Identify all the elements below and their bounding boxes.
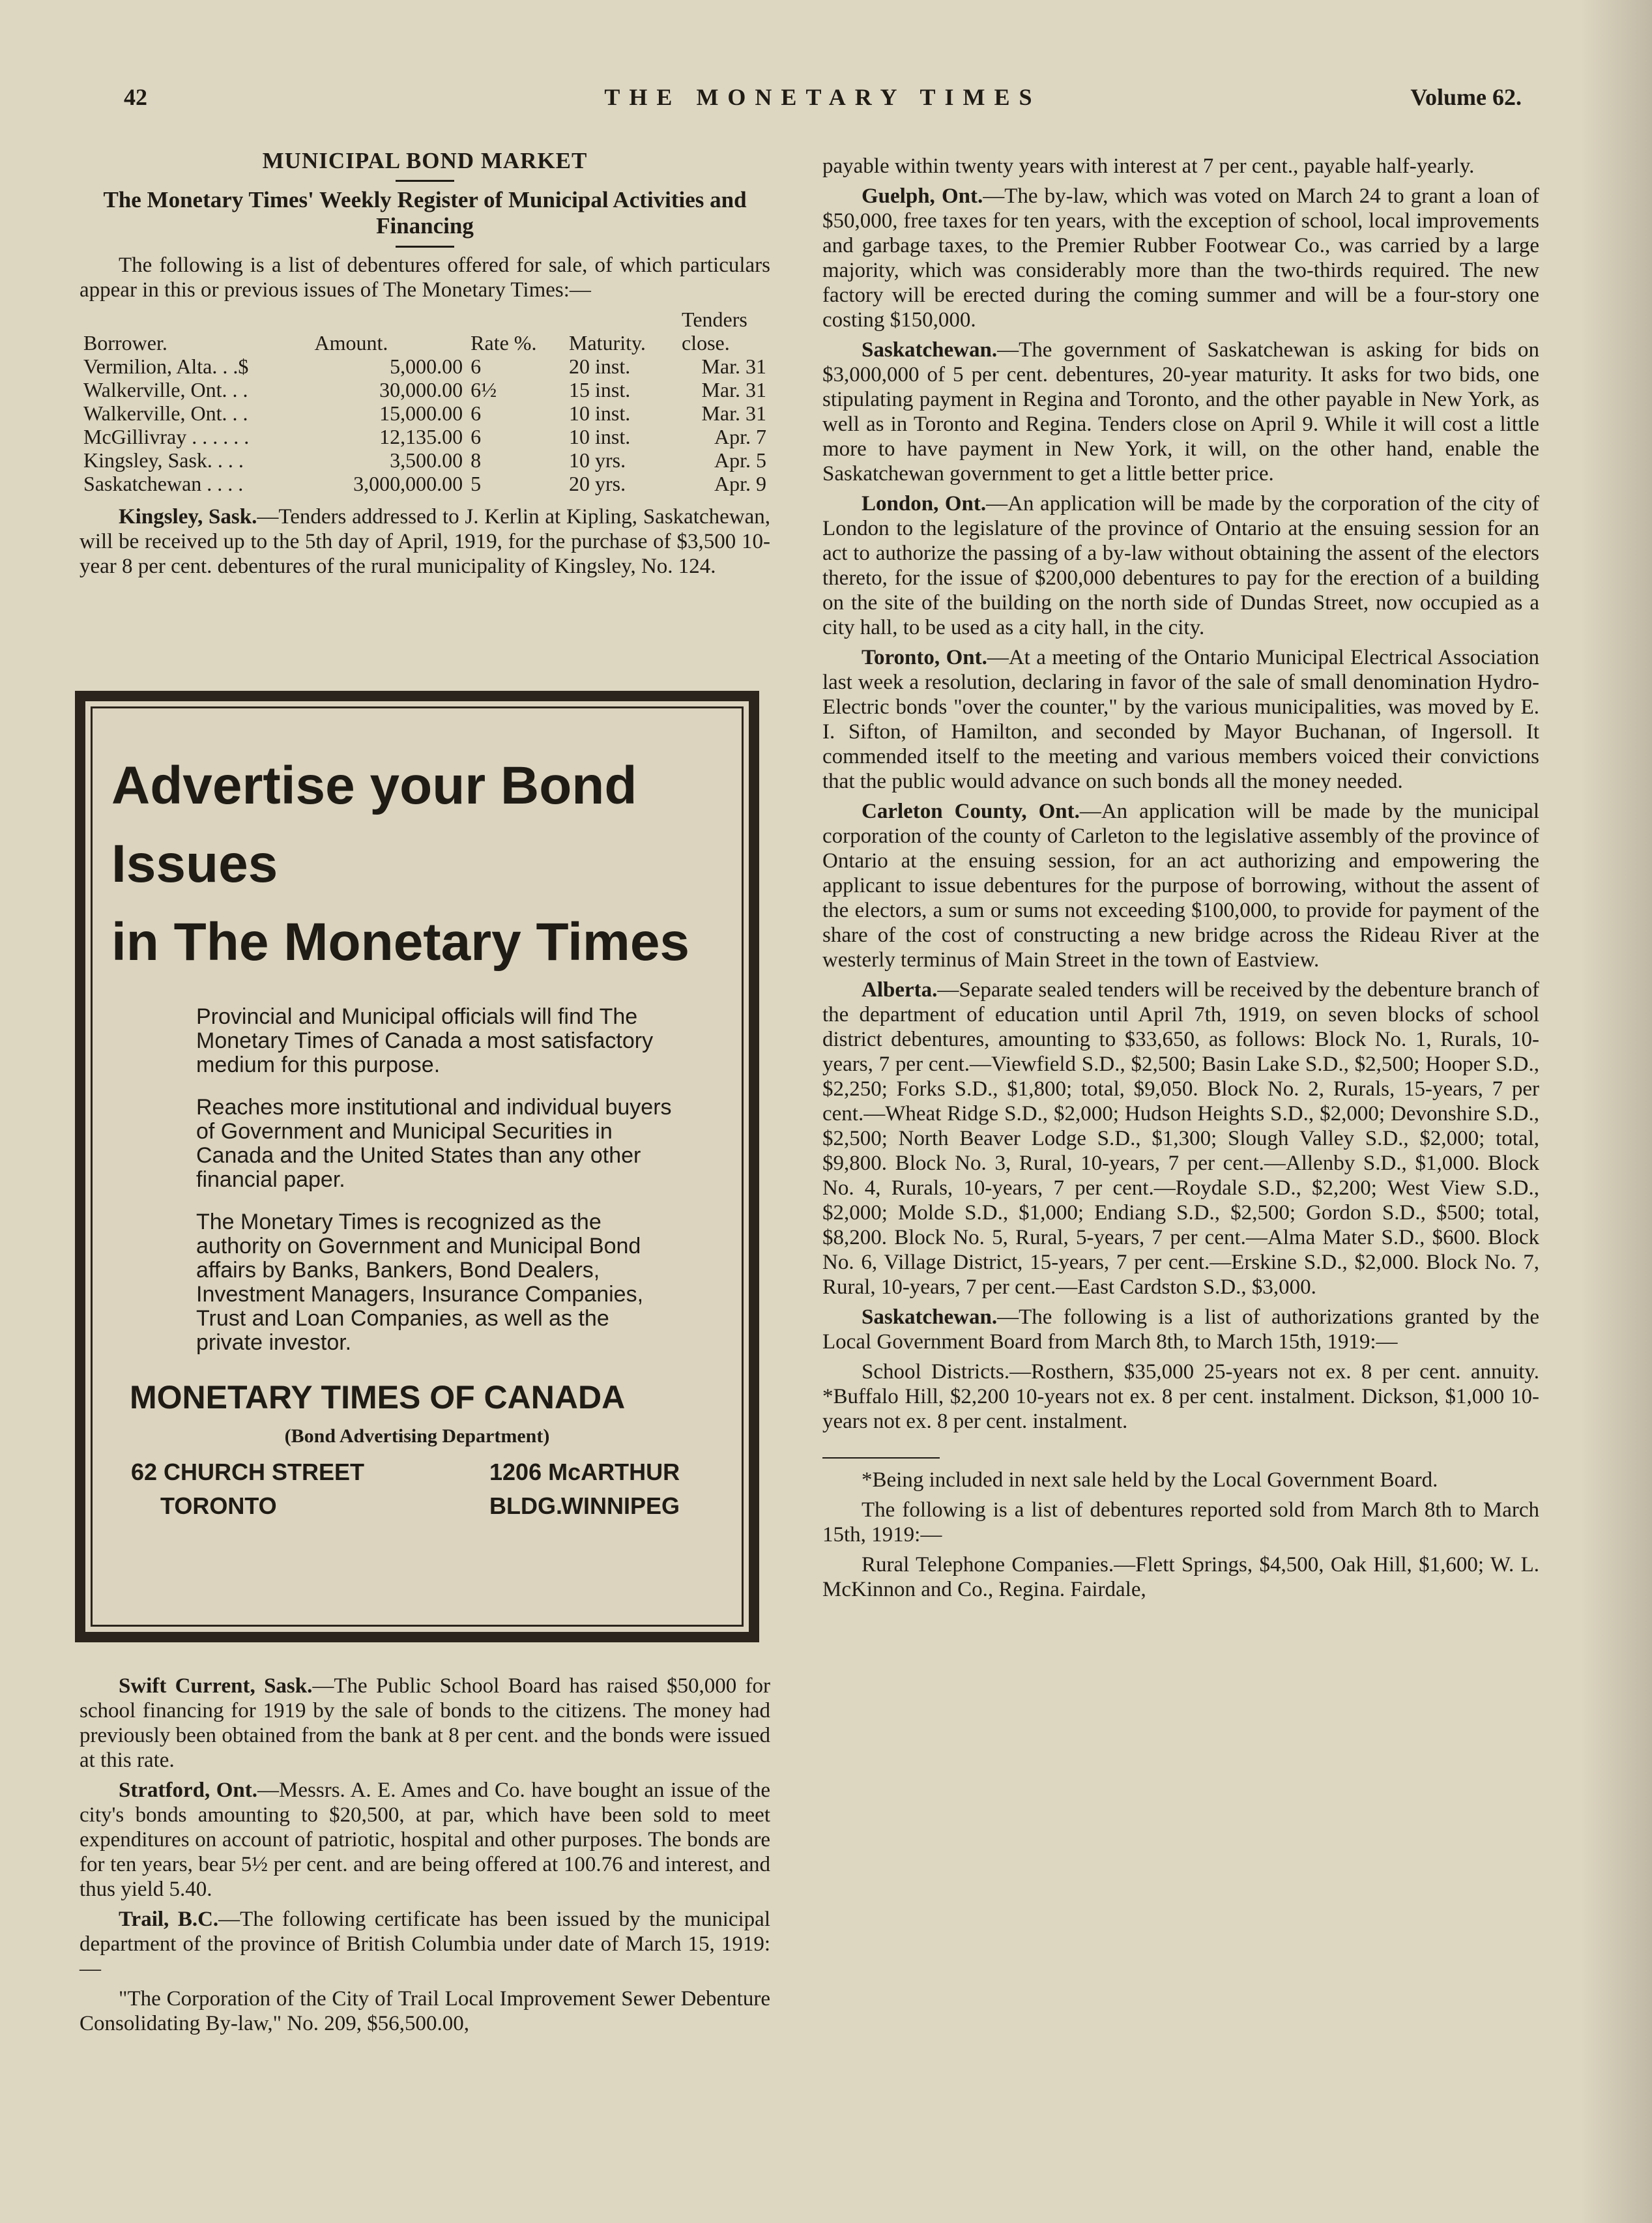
table-row bbox=[80, 378, 770, 401]
col-rate: Rate %. bbox=[471, 331, 537, 355]
cell: McGillivray . . . . . . bbox=[83, 425, 250, 448]
col-maturity: Maturity. bbox=[569, 331, 646, 355]
advertisement-content bbox=[111, 747, 723, 1527]
toronto-paragraph bbox=[822, 645, 1539, 794]
cell: Apr. 9 bbox=[714, 472, 766, 495]
cell: Mar. 31 bbox=[701, 378, 766, 401]
cell: Mar. 31 bbox=[701, 401, 766, 425]
item-lead: Swift Current, Sask. bbox=[119, 1674, 313, 1698]
cell: 20 inst. bbox=[569, 355, 631, 378]
table-row bbox=[80, 355, 770, 378]
cell: Mar. 31 bbox=[701, 355, 766, 378]
cell: 10 yrs. bbox=[569, 448, 626, 472]
ad-city-toronto: TORONTO bbox=[160, 1492, 277, 1519]
cell: 6 bbox=[471, 401, 482, 425]
right-column bbox=[822, 154, 1539, 1607]
cell: Apr. 7 bbox=[714, 425, 766, 448]
cell: Saskatchewan . . . . bbox=[83, 472, 244, 495]
saskatchewan-authorizations-paragraph bbox=[822, 1305, 1539, 1354]
ad-addresses bbox=[111, 1455, 723, 1527]
page-header bbox=[124, 83, 1522, 123]
cell: 30,000.00 bbox=[379, 378, 463, 401]
ad-headline-2: in The Monetary Times bbox=[111, 912, 690, 972]
divider bbox=[396, 180, 454, 182]
item-lead: Guelph, Ont. bbox=[862, 184, 983, 208]
cell: 3,500.00 bbox=[390, 448, 463, 472]
ad-body bbox=[196, 1005, 678, 1355]
col-tenders: Tenders close. bbox=[682, 308, 747, 355]
item-text: —An application will be made by the corporation of the city of London to the legislature of the province of Ontario at the ensuing session for an act to authorize the passing of a by-law without obtaining the assent of the electors thereto, for the issue of $200,000 debentures to pay for the erection of a building on the site of the building on the north side of Dundas Street, now occupied as a city hall, to be used as a city hall, in the city. bbox=[822, 492, 1539, 639]
item-lead: Saskatchewan. bbox=[862, 1305, 998, 1329]
advertisement-box bbox=[75, 691, 759, 1642]
cell: Vermilion, Alta. . .$ bbox=[83, 355, 249, 378]
item-text: —The government of Saskatchewan is asking for bids on $3,000,000 of 5 per cent. debentures, 20-year maturity. It asks for two bids, one stipulating payment in Regina and Toronto, and the other payable in New York, as well as in Toronto and Regina. Tenders close on April 9. While it will cost a little more to have payment in New York, it will, on the other hand, enable the Saskatchewan government to get a little better price. bbox=[822, 338, 1539, 486]
footnote-divider bbox=[822, 1457, 940, 1459]
col-amount: Amount. bbox=[314, 331, 388, 355]
alberta-paragraph bbox=[822, 978, 1539, 1300]
debentures-sold-paragraph: The following is a list of debentures reported sold from March 8th to March 15th, 1919:— bbox=[822, 1498, 1539, 1547]
divider bbox=[396, 246, 454, 248]
cell: 15 inst. bbox=[569, 378, 631, 401]
item-lead: Saskatchewan. bbox=[862, 338, 998, 362]
ad-paragraph: Provincial and Municipal officials will find The Monetary Times of Canada a most satisfactory medium for this purpose. bbox=[196, 1004, 654, 1077]
item-text: —An application will be made by the municipal corporation of the county of Carleton to the legislative assembly of the province of Ontario at the ensuing session, for an act authorizing and empowering the applicant to issue debentures for the purpose of borrowing, without the assent of the electors, a sum or sums not exceeding $100,000, to provide for payment of the share of the cost of constructing a new bridge across the Rideau River at the westerly terminus of Main Street in the town of Eastview. bbox=[822, 800, 1539, 972]
item-text: —The following certificate has been issued by the municipal department of the province of British Columbia under date of March 15, 1919:— bbox=[80, 1908, 770, 1981]
ad-address-winnipeg: 1206 McARTHUR BLDG. bbox=[489, 1459, 680, 1519]
cell: 12,135.00 bbox=[379, 425, 463, 448]
item-lead: Kingsley, Sask. bbox=[119, 505, 257, 529]
item-lead: Trail, B.C. bbox=[119, 1908, 219, 1931]
cell: 15,000.00 bbox=[379, 401, 463, 425]
ad-paragraph: Reaches more institutional and individual buyers of Government and Municipal Securities in Canada and the United States than any other financial paper. bbox=[196, 1095, 672, 1192]
ad-headline-1: Advertise your Bond Issues bbox=[111, 756, 637, 894]
col-borrower: Borrower. bbox=[83, 331, 167, 355]
item-text: —The Public School Board has raised $50,000 for school financing for 1919 by the sale of bonds to the citizens. The money had previously been obtained from the bank at 8 per cent. and the bonds were issued at this rate. bbox=[80, 1674, 770, 1772]
table-header-row bbox=[80, 308, 770, 355]
cell: 6 bbox=[471, 355, 482, 378]
cell: 5 bbox=[471, 472, 482, 495]
item-text: —The by-law, which was voted on March 24 to grant a loan of $50,000, free taxes for ten years, with the exception of school, local improvements and garbage taxes, to the Premier Rubber Footwear Co., was carried by a large majority, which was considerably more than the two-thirds required. The new factory will be erected during the coming summer and will be a four-story one costing $150,000. bbox=[822, 184, 1539, 332]
cell: 20 yrs. bbox=[569, 472, 626, 495]
cell: 3,000,000.00 bbox=[353, 472, 463, 495]
cell: Walkerville, Ont. . . bbox=[83, 378, 248, 401]
trail-continuation: payable within twenty years with interest at 7 per cent., payable half-yearly. bbox=[822, 154, 1475, 178]
page-number: 42 bbox=[124, 84, 147, 110]
carleton-paragraph bbox=[822, 799, 1539, 972]
trail-paragraph bbox=[80, 1907, 770, 1981]
stratford-paragraph bbox=[80, 1778, 770, 1902]
publication-title: THE MONETARY TIMES bbox=[604, 84, 1041, 110]
saskatchewan-paragraph bbox=[822, 338, 1539, 486]
swift-current-paragraph bbox=[80, 1674, 770, 1773]
trail-quote: "The Corporation of the City of Trail Local Improvement Sewer Debenture Consolidating By-law," No. 209, $56,500.00, bbox=[80, 1987, 770, 2035]
debentures-table bbox=[80, 308, 770, 495]
ad-address-toronto: 62 CHURCH STREET bbox=[131, 1459, 365, 1485]
left-column-bottom bbox=[80, 1674, 770, 2041]
item-lead: Toronto, Ont. bbox=[862, 646, 987, 669]
cell: 10 inst. bbox=[569, 425, 631, 448]
item-lead: London, Ont. bbox=[862, 492, 987, 516]
school-districts-paragraph: School Districts.—Rosthern, $35,000 25-years not ex. 8 per cent. annuity. *Buffalo Hill, $2,200 10-years not ex. 8 per cent. instalment. Dickson, $1,000 10-years not ex. 8 per cent. instalment. bbox=[822, 1360, 1539, 1433]
kingsley-paragraph bbox=[80, 504, 770, 579]
item-text: —At a meeting of the Ontario Municipal Electrical Association last week a resolution, declaring in favor of the sale of small denomination Hydro-Electric bonds "over the counter," by the various municipalities, was moved by E. I. Sifton, of Hamilton, and seconded by Mayor Buchanan, of Ingersoll. It commended itself to the meeting and various members voiced their convictions that the public would advance on such bonds all the money needed. bbox=[822, 646, 1539, 793]
cell: Apr. 5 bbox=[714, 448, 766, 472]
cell: 5,000.00 bbox=[390, 355, 463, 378]
rural-telephone-paragraph: Rural Telephone Companies.—Flett Springs, $4,500, Oak Hill, $1,600; W. L. McKinnon and Co., Regina. Fairdale, bbox=[822, 1553, 1539, 1601]
table-row bbox=[80, 401, 770, 425]
item-text: —Separate sealed tenders will be received by the debenture branch of the department of education until April 7th, 1919, on seven blocks of school district debentures, amounting to $33,650, as follows: Block No. 1, Rurals, 10-years, 7 per cent.—Viewfield S.D., $2,500; Basin Lake S.D., $2,500; Hooper S.D., $2,250; Forks S.D., $1,800; total, $9,050. Block No. 2, Rurals, 15-years, 7 per cent.—Wheat Ridge S.D., $2,000; Hudson Heights S.D., $2,000; Devonshire S.D., $2,500; North Beaver Lodge S.D., $1,300; Slough Valley S.D., $2,000; total, $9,800. Block No. 3, Rural, 10-years, 7 per cent.—Allenby S.D., $1,000. Block No. 4, Rurals, 10-years, 7 per cent.—Roydale S.D., $2,200; West View S.D., $2,000; Molde S.D., $1,000; Endiang S.D., $2,500; Gordon S.D., $500; total, $8,200. Block No. 5, Rural, 5-years, 7 per cent.—Alma Mater S.D., $600. Block No. 6, Village District, 15-years, 7 per cent.—Erskine S.D., $2,000. Block No. 7, Rural, 10-years, 7 per cent.—East Cardston S.D., $3,000. bbox=[822, 978, 1539, 1299]
cell: 8 bbox=[471, 448, 482, 472]
page-shadow bbox=[1580, 0, 1652, 2223]
volume-label: Volume 62. bbox=[1410, 84, 1522, 110]
section-subtitle: The Monetary Times' Weekly Register of Municipal Activities and Financing bbox=[103, 187, 747, 239]
cell: 6 bbox=[471, 425, 482, 448]
table-row bbox=[80, 425, 770, 448]
table-row bbox=[80, 448, 770, 472]
item-text: —Tenders addressed to J. Kerlin at Kipling, Saskatchewan, will be received up to the 5th day of April, 1919, for the purchase of $3,500 10-year 8 per cent. debentures of the rural municipality of Kingsley, No. 124. bbox=[80, 505, 771, 578]
guelph-paragraph bbox=[822, 184, 1539, 332]
footnote: *Being included in next sale held by the Local Government Board. bbox=[862, 1468, 1438, 1492]
ad-city-winnipeg: WINNIPEG bbox=[561, 1492, 680, 1519]
section-title: MUNICIPAL BOND MARKET bbox=[262, 148, 588, 173]
item-lead: Alberta. bbox=[862, 978, 938, 1002]
london-paragraph bbox=[822, 491, 1539, 640]
item-text: —Messrs. A. E. Ames and Co. have bought an issue of the city's bonds amounting to $20,500, at par, which have been sold to meet expenditures on account of patriotic, hospital and other purposes. The bonds are for ten years, bear 5½ per cent. and are being offered at 100.76 and interest, and thus yield 5.40. bbox=[80, 1779, 770, 1901]
ad-paragraph: The Monetary Times is recognized as the authority on Government and Municipal Bond affairs by Banks, Bankers, Bond Dealers, Investment Managers, Insurance Companies, Trust and Loan Companies, as well as the private investor. bbox=[196, 1210, 644, 1355]
cell: 6½ bbox=[471, 378, 497, 401]
ad-company: MONETARY TIMES OF CANADA bbox=[130, 1379, 626, 1416]
item-lead: Stratford, Ont. bbox=[119, 1779, 258, 1802]
item-lead: Carleton County, Ont. bbox=[862, 800, 1080, 823]
item-text: —The following is a list of authorizations granted by the Local Government Board from March 8th, to March 15th, 1919:— bbox=[822, 1305, 1539, 1354]
ad-department: (Bond Advertising Department) bbox=[284, 1425, 550, 1447]
left-column-top bbox=[80, 149, 770, 584]
cell: 10 inst. bbox=[569, 401, 631, 425]
cell: Walkerville, Ont. . . bbox=[83, 401, 248, 425]
intro-paragraph: The following is a list of debentures offered for sale, of which particulars appear in this or previous issues of The Monetary Times:— bbox=[80, 254, 770, 302]
table-row bbox=[80, 472, 770, 495]
cell: Kingsley, Sask. . . . bbox=[83, 448, 244, 472]
